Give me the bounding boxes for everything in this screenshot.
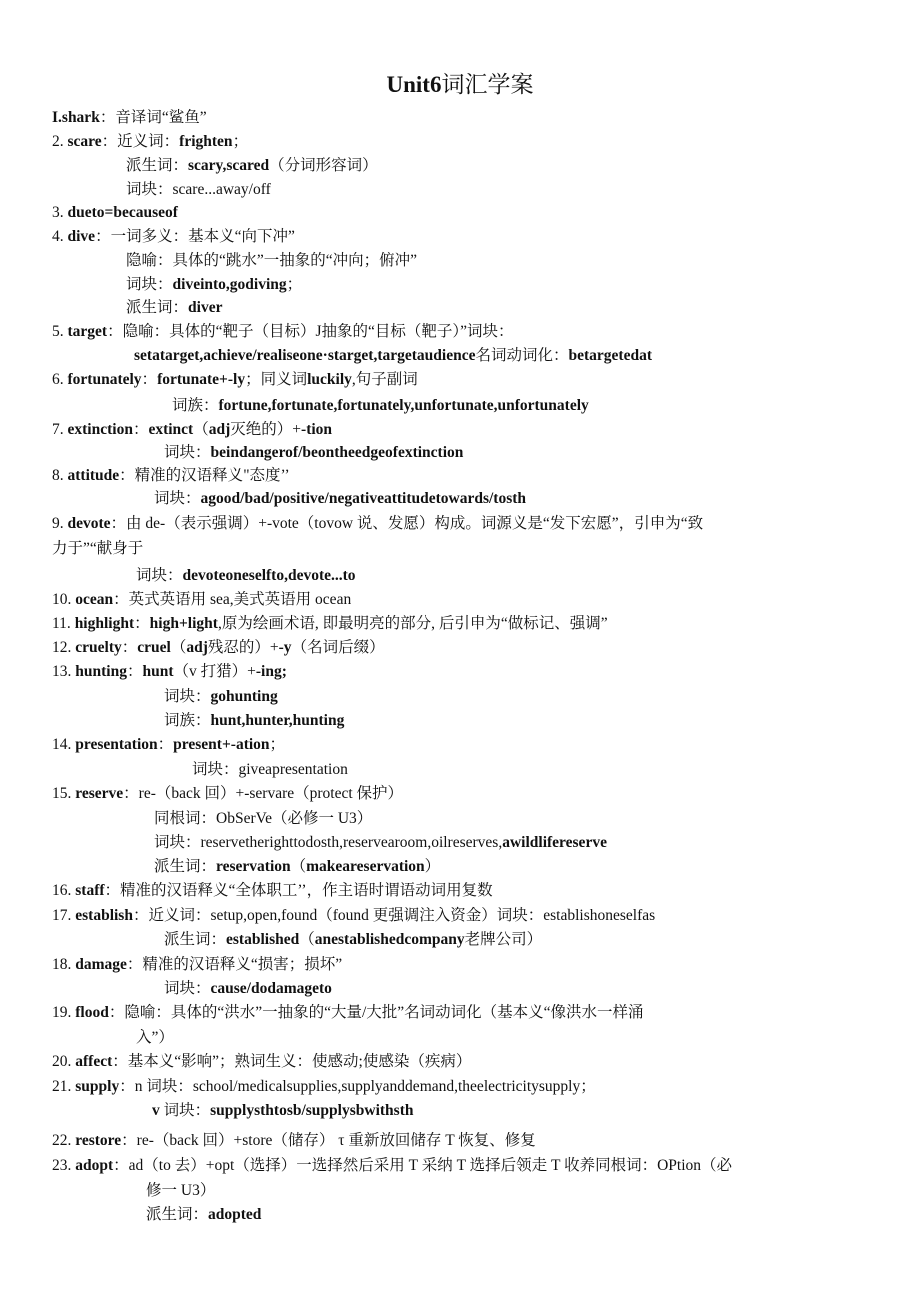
line-text: （名词后缀）: [291, 639, 385, 656]
title-zh: 词汇学案: [441, 72, 534, 97]
line-text: 22.: [52, 1132, 76, 1149]
title-en: Unit6: [386, 72, 442, 97]
text-line: [52, 539, 143, 559]
line-text: 词块：scare...away/off: [126, 181, 271, 198]
line-text: ：基本义“影响”；熟词生义：使感动;使感染（疾病）: [112, 1053, 472, 1070]
line-text: 入”）: [136, 1029, 174, 1046]
line-text: 14.: [52, 736, 76, 753]
text-line: [52, 1003, 644, 1023]
keyword-text: adj: [186, 639, 208, 656]
keyword-text: agood/bad/positive/negativeattitudetowards/tosth: [200, 490, 527, 507]
line-text: 词块：reservetherighttodosth,reservearoom,oilreserves,: [154, 834, 503, 851]
line-text: 残忍的）+: [207, 639, 279, 656]
keyword-text: attitude: [67, 467, 120, 484]
line-text: ：精准的汉语释义“全体职工’’，作主语时谓语动词用复数: [104, 882, 493, 899]
text-line: [52, 1052, 471, 1072]
keyword-text: affect: [75, 1053, 113, 1070]
text-line: [52, 735, 285, 755]
line-text: ；同义词: [245, 371, 308, 388]
line-text: 词块：: [136, 567, 183, 584]
line-text: ：re-（back 回）+store（储存） τ 重新放回储存 T 恢复、修复: [121, 1132, 536, 1149]
keyword-text: dueto=becauseof: [67, 204, 178, 221]
line-text: 16.: [52, 882, 76, 899]
text-line: [52, 590, 351, 610]
text-line: [154, 833, 607, 853]
line-text: 6.: [52, 371, 68, 388]
keyword-text: cruel: [137, 639, 171, 656]
keyword-text: restore: [75, 1132, 122, 1149]
line-text: 同根词：ObSerVe（必修一 U3）: [154, 810, 373, 827]
keyword-text: established: [226, 931, 300, 948]
line-text: ：英式英语用 sea,美式英语用 ocean: [113, 591, 352, 608]
text-line: [136, 566, 356, 586]
text-line: [164, 979, 332, 999]
line-text: 3.: [52, 204, 68, 221]
line-text: 13.: [52, 663, 76, 680]
keyword-text: awildlifereserve: [502, 834, 607, 851]
line-text: 派生词：: [126, 157, 189, 174]
line-text: （: [193, 421, 209, 438]
line-text: 词块：: [126, 276, 173, 293]
keyword-text: -tion: [301, 421, 333, 438]
page-title: [0, 66, 920, 99]
keyword-text: v: [152, 1102, 160, 1119]
line-text: ：一词多义：基本义“向下冲”: [95, 228, 295, 245]
line-text: （分词形容词）: [269, 157, 378, 174]
text-line: [146, 1205, 261, 1225]
line-text: 15.: [52, 785, 76, 802]
line-text: 修一 U3）: [146, 1182, 216, 1199]
keyword-text: reserve: [75, 785, 124, 802]
keyword-text: reservation: [216, 858, 291, 875]
text-line: [126, 156, 378, 176]
keyword-text: makeareservation: [306, 858, 425, 875]
line-text: ：近义词：setup,open,found（found 更强调注入资金）词块：establishoneselfas: [132, 907, 656, 924]
line-text: 派生词：: [126, 299, 189, 316]
line-text: 11.: [52, 615, 75, 632]
keyword-text: present+-ation: [173, 736, 270, 753]
line-text: ：: [132, 421, 149, 438]
line-text: 21.: [52, 1078, 76, 1095]
line-text: 词块：: [159, 1102, 211, 1119]
line-text: 词块：: [164, 444, 211, 461]
line-text: 5.: [52, 323, 68, 340]
text-line: [126, 251, 417, 271]
keyword-text: diver: [188, 299, 223, 316]
line-text: 19.: [52, 1004, 76, 1021]
text-line: [52, 662, 287, 682]
line-text: 8.: [52, 467, 68, 484]
text-line: [52, 132, 248, 152]
text-line: [52, 1077, 596, 1097]
text-line: [52, 370, 418, 390]
text-line: [192, 760, 348, 780]
text-line: [52, 614, 608, 634]
line-text: ：: [121, 639, 138, 656]
line-text: 7.: [52, 421, 68, 438]
keyword-text: damage: [75, 956, 127, 973]
keyword-text: flood: [75, 1004, 109, 1021]
line-text: "态度’’: [243, 467, 290, 484]
keyword-text: extinct: [148, 421, 194, 438]
keyword-text: hunting: [75, 663, 127, 680]
line-text: 12.: [52, 639, 76, 656]
text-line: [154, 489, 526, 509]
line-text: （: [290, 858, 307, 875]
line-text: 9.: [52, 515, 68, 532]
text-line: [164, 443, 463, 463]
text-line: [154, 809, 372, 829]
keyword-text: high+light: [149, 615, 218, 632]
text-line: [164, 687, 278, 707]
text-line: [152, 1101, 413, 1121]
keyword-text: fortunately: [67, 371, 142, 388]
line-text: ：精准的汉语释义“损害；损坏”: [126, 956, 343, 973]
text-line: [52, 420, 332, 440]
line-text: 派生词：: [154, 858, 217, 875]
text-line: [126, 180, 271, 200]
text-line: [52, 906, 655, 926]
keyword-text: -y: [278, 639, 292, 656]
line-text: ：音译词“鲨鱼”: [99, 109, 207, 126]
keyword-text: fortune,fortunate,fortunately,unfortunate,unfortunately: [218, 397, 589, 414]
line-text: ：隐喻：具体的“洪水”一抽象的“大量/大批”名词动词化（基本义“像洪水一样涌: [108, 1004, 644, 1021]
text-line: [52, 1156, 732, 1176]
keyword-text: devote: [67, 515, 111, 532]
line-text: （: [299, 931, 315, 948]
keyword-text: supply: [75, 1078, 120, 1095]
keyword-text: highlight: [74, 615, 135, 632]
line-text: ：: [157, 736, 174, 753]
line-text: ：re-（back 回）+-servare（protect 保护）: [123, 785, 404, 802]
keyword-text: setatarget,achieve/realiseone·starget,targetaudience: [134, 347, 476, 364]
line-text: 老牌公司）: [464, 931, 543, 948]
keyword-text: betargetedat: [568, 347, 652, 364]
keyword-text: dive: [67, 228, 96, 245]
keyword-text: frighten: [179, 133, 233, 150]
line-text: 17.: [52, 907, 76, 924]
line-text: ：: [126, 663, 143, 680]
line-text: 力于”“献身于: [52, 540, 144, 557]
line-text: ,原为绘画术语, 即最明亮的部分, 后引申为“做标记、强调”: [217, 615, 608, 632]
line-text: 20.: [52, 1053, 76, 1070]
line-text: ：ad（to 去）+opt（选择）一选择然后采用 T 采纳 T 选择后领走 T 收养同根词：OPtion（必: [113, 1157, 733, 1174]
keyword-text: beindangerof/beontheedgeofextinction: [210, 444, 464, 461]
line-text: ）: [424, 858, 441, 875]
keyword-text: cruelty: [75, 639, 122, 656]
text-line: [52, 1131, 536, 1151]
keyword-text: I.shark: [52, 109, 100, 126]
line-text: ；: [232, 133, 249, 150]
text-line: [126, 298, 222, 318]
keyword-text: cause/dodamageto: [210, 980, 332, 997]
line-text: 词族：: [164, 712, 211, 729]
keyword-text: ocean: [75, 591, 114, 608]
text-line: [52, 227, 295, 247]
keyword-text: extinction: [67, 421, 133, 438]
line-text: 名词动词化：: [475, 347, 569, 364]
keyword-text: supplysthtosb/supplysbwithsth: [210, 1102, 414, 1119]
line-text: 词块：giveapresentation: [192, 761, 348, 778]
line-text: ：由 de-（表示强调）+-vote（tovow 说、发愿）构成。词源义是“发下宏愿”，引申为“致: [110, 515, 704, 532]
line-text: ：: [141, 371, 158, 388]
line-text: ：精准的汉语释义: [119, 467, 244, 484]
keyword-text: gohunting: [210, 688, 278, 705]
line-text: （: [170, 639, 187, 656]
keyword-text: target: [67, 323, 108, 340]
line-text: 18.: [52, 956, 76, 973]
line-text: ；: [269, 736, 286, 753]
keyword-text: adj: [208, 421, 231, 438]
text-line: [164, 930, 542, 950]
text-line: [52, 203, 178, 223]
keyword-text: devoteoneselfto,devote...to: [182, 567, 356, 584]
keyword-text: -ing;: [255, 663, 287, 680]
text-line: [164, 711, 344, 731]
line-text: 灭绝的）+: [230, 421, 302, 438]
text-line: [52, 466, 290, 486]
line-text: 词块：: [154, 490, 201, 507]
text-line: [126, 275, 302, 295]
line-text: 词块：: [164, 688, 211, 705]
text-line: [146, 1181, 215, 1201]
keyword-text: hunt: [142, 663, 174, 680]
line-text: ：: [134, 615, 150, 632]
line-text: ,句子副词: [351, 371, 418, 388]
line-text: （v 打猎）+: [173, 663, 256, 680]
keyword-text: hunt,hunter,hunting: [210, 712, 345, 729]
keyword-text: scary,scared: [188, 157, 270, 174]
line-text: 4.: [52, 228, 68, 245]
keyword-text: diveinto,godiving: [172, 276, 287, 293]
line-text: ；: [286, 276, 303, 293]
line-text: 10.: [52, 591, 76, 608]
line-text: 2.: [52, 133, 68, 150]
keyword-text: scare: [67, 133, 102, 150]
line-text: 隐喻：具体的“跳水”一抽象的“冲向；俯冲”: [126, 252, 418, 269]
keyword-text: adopted: [208, 1206, 262, 1223]
text-line: [52, 108, 207, 128]
keyword-text: staff: [75, 882, 105, 899]
line-text: ：隐喻：具体的“靶子（目标）J抽象的“目标（靶子）”词块：: [107, 323, 514, 340]
line-text: 词族：: [172, 397, 219, 414]
line-text: 词块：: [164, 980, 211, 997]
keyword-text: fortunate+-ly: [157, 371, 246, 388]
text-line: [52, 955, 342, 975]
keyword-text: adopt: [75, 1157, 114, 1174]
line-text: ：近义词：: [101, 133, 180, 150]
text-line: [52, 322, 514, 342]
line-text: 派生词：: [146, 1206, 209, 1223]
line-text: ：n 词块：school/medicalsupplies,supplyanddemand,theelectricitysupply；: [119, 1078, 596, 1095]
keyword-text: presentation: [75, 736, 158, 753]
keyword-text: luckily: [307, 371, 352, 388]
line-text: 派生词：: [164, 931, 227, 948]
text-line: [136, 1028, 174, 1048]
text-line: [154, 857, 440, 877]
text-line: [172, 396, 589, 416]
text-line: [52, 784, 403, 804]
text-line: [52, 514, 703, 534]
text-line: [134, 346, 652, 366]
line-text: 23.: [52, 1157, 76, 1174]
keyword-text: anestablishedcompany: [314, 931, 465, 948]
text-line: [52, 638, 385, 658]
text-line: [52, 881, 493, 901]
keyword-text: establish: [75, 907, 133, 924]
